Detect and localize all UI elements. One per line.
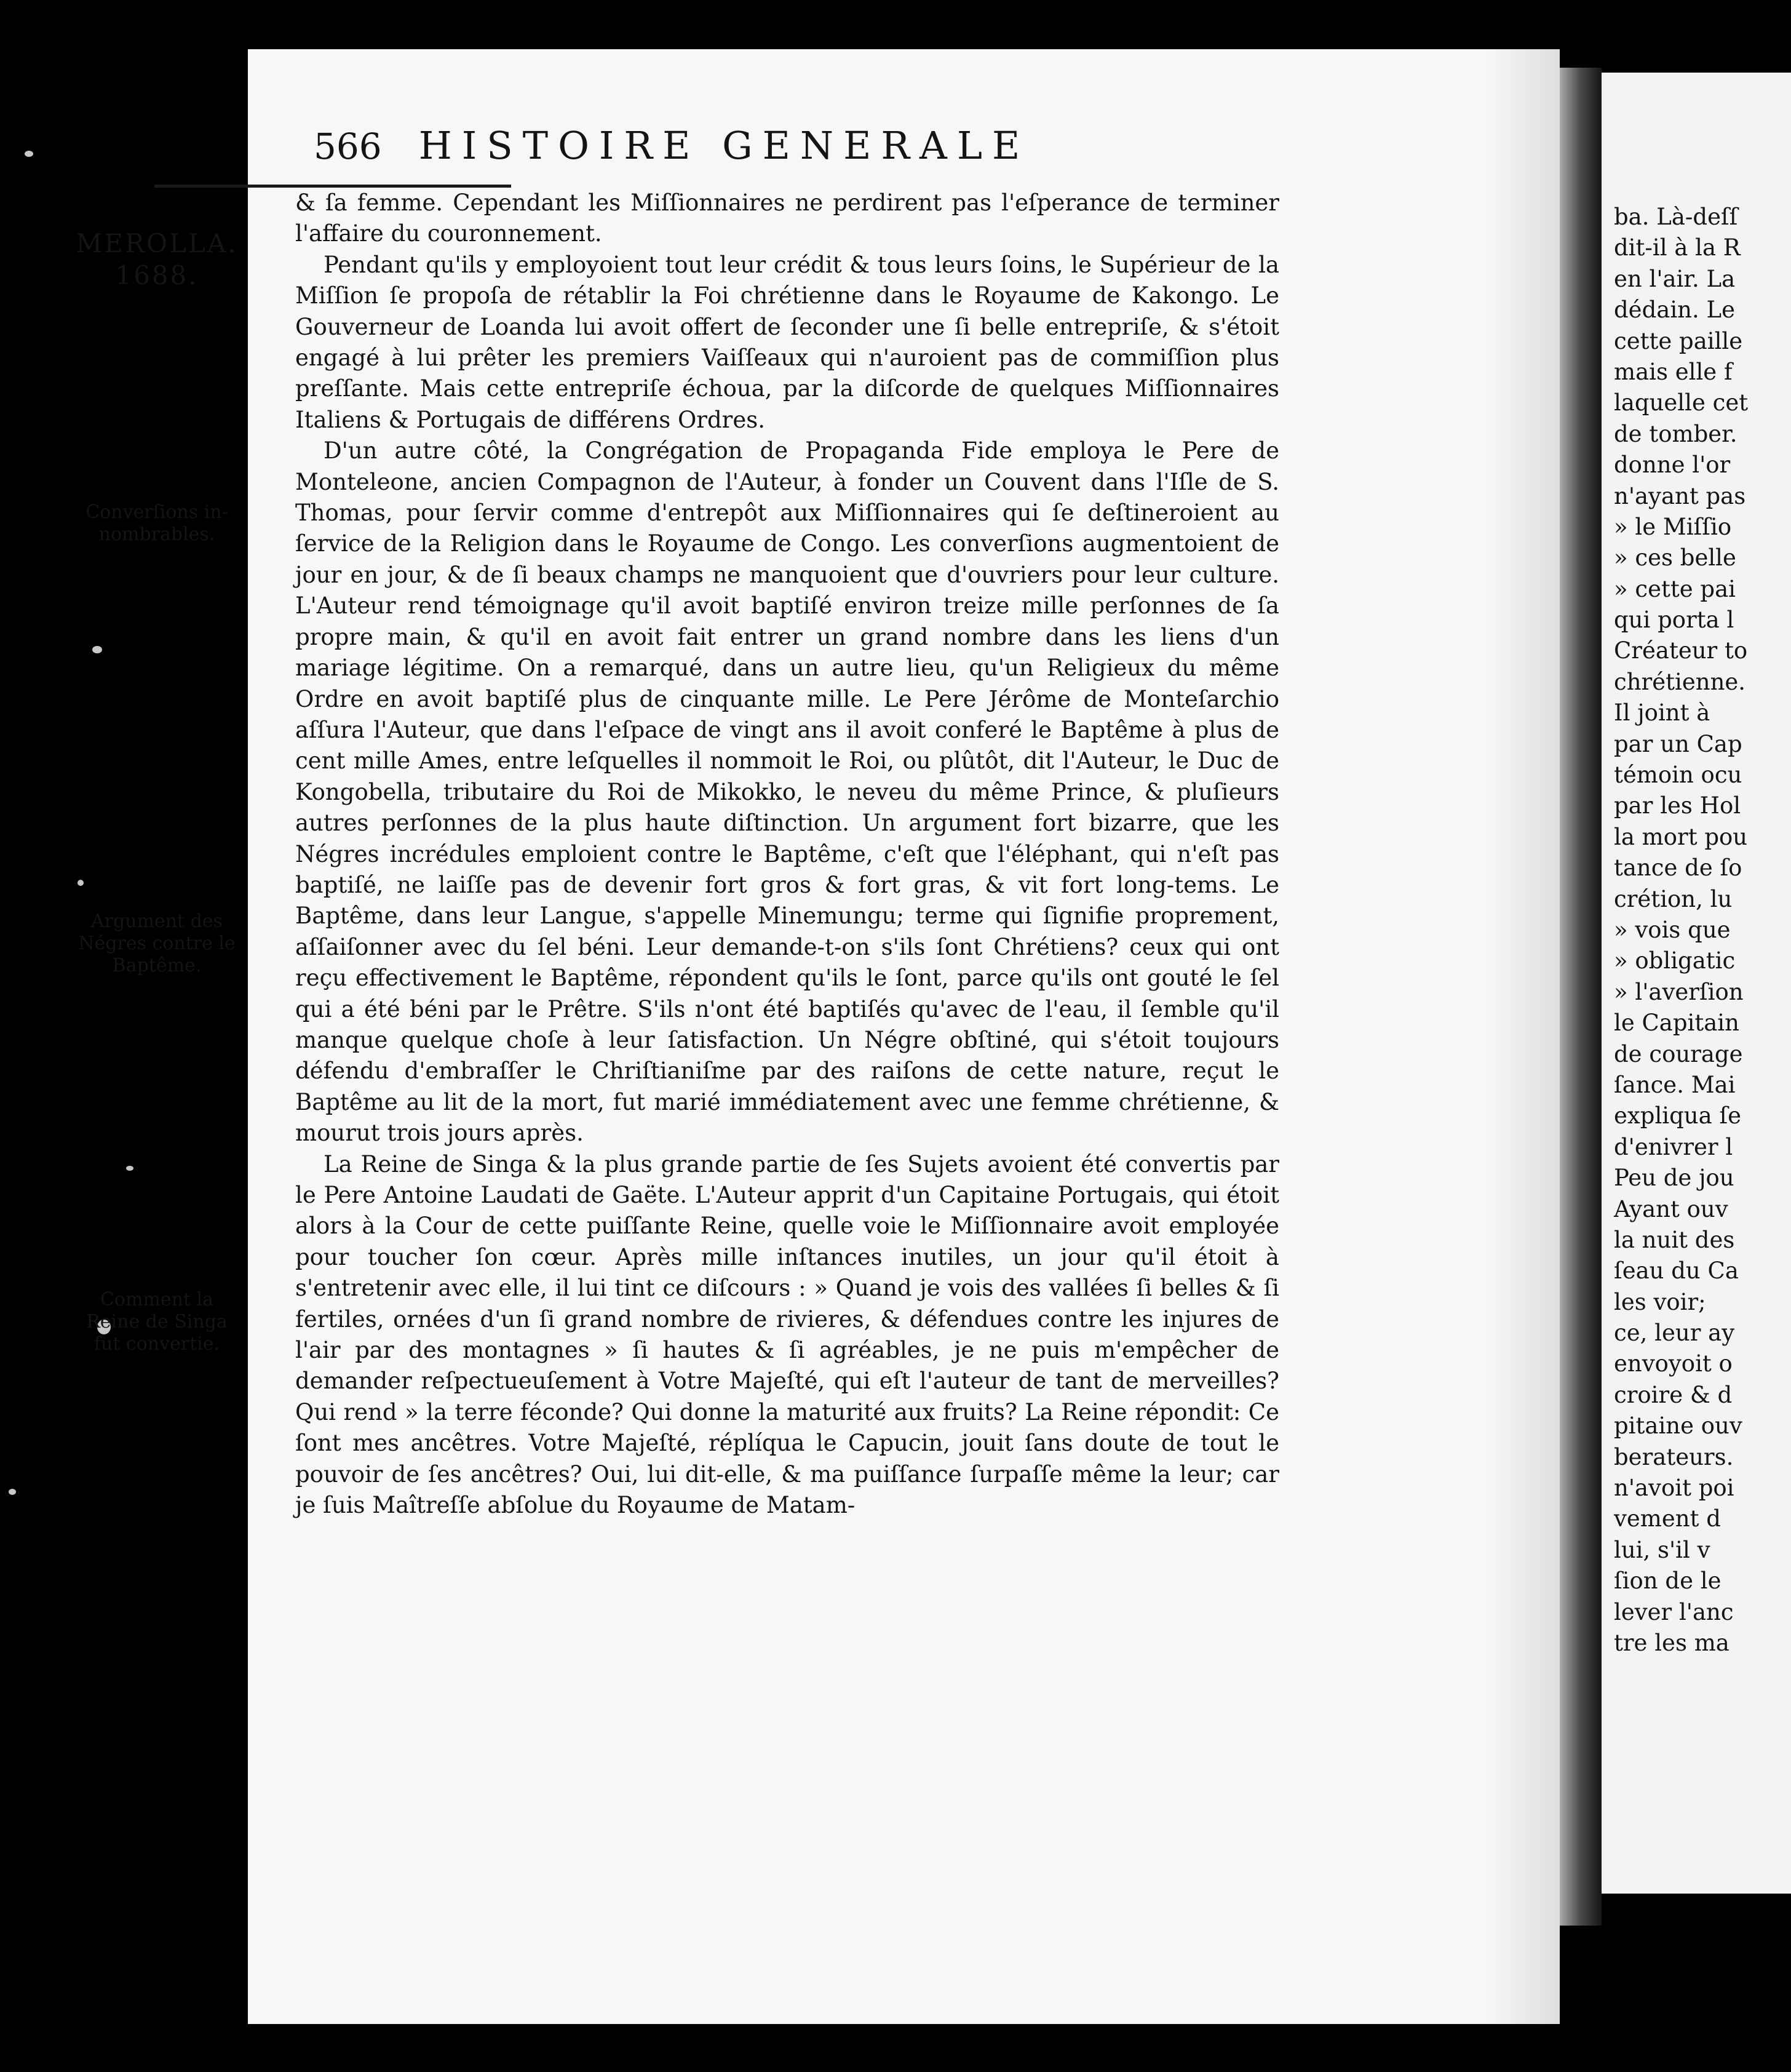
page-number: 566: [314, 126, 382, 167]
facing-line: de tomber.: [1614, 420, 1737, 447]
paragraph: & ſa femme. Cependant les Miſſionnaires ne perdirent pas l'eſperance de terminer l'affaire du couronnement.: [295, 189, 1279, 247]
running-title: HISTOIRE GENERALE: [418, 123, 1030, 168]
facing-line: n'avoit poi: [1614, 1475, 1734, 1502]
facing-line: cette paille: [1614, 327, 1743, 354]
margin-date: 1688.: [115, 260, 199, 290]
facing-line: Peu de jou: [1614, 1165, 1734, 1192]
sidenote-line: Baptême.: [112, 955, 202, 976]
facing-line: ſance. Mai: [1614, 1071, 1736, 1098]
facing-line: la mort pou: [1614, 823, 1748, 850]
sidenote-line: nombrables.: [98, 524, 215, 545]
facing-line: ſion de le: [1614, 1568, 1722, 1595]
facing-line: en l'air. La: [1614, 265, 1736, 292]
facing-line: croire & d: [1614, 1381, 1733, 1408]
facing-page: [1602, 73, 1791, 1894]
facing-line: » obligatic: [1614, 947, 1736, 974]
facing-line: Ayant ouv: [1614, 1195, 1728, 1222]
facing-line: d'enivrer l: [1614, 1133, 1733, 1160]
sidenote-line: Négres contre le: [78, 933, 236, 954]
facing-page-text: [1614, 202, 1791, 1659]
facing-line: » le Miſſio: [1614, 513, 1732, 540]
body-text: [295, 188, 1279, 1521]
sidenote-line: Reine de Singa: [86, 1311, 228, 1333]
facing-line: qui porta l: [1614, 607, 1734, 634]
margin-author: MEROLLA.: [76, 228, 238, 258]
facing-line: par un Cap: [1614, 730, 1742, 757]
facing-line: témoin ocu: [1614, 762, 1742, 789]
facing-line: mais elle f: [1614, 358, 1733, 385]
paragraph: La Reine de Singa & la plus grande partie de ſes Sujets avoient été convertis par le Pere Antoine Laudati de Gaëte. L'Auteur apprit d'un Capitaine Portugais, qui étoit alors à la Cour de cette puiſſante Reine, quelle voie le Miſſionnaire avoit employée pour toucher ſon cœur. Après mille inſtances inutiles, un jour qu'il étoit à s'entretenir avec elle, il lui tint ce diſcours : » Quand je vois des vallées ſi belles & ſi fertiles, ornées d'un ſi grand nombre de rivieres, & défendues contre les injures de l'air par des montagnes » ſi hautes & ſi agréables, je ne puis m'empêcher de demander reſpectueuſement à Votre Majeſté, qui eſt l'auteur de tant de merveilles? Qui rend » la terre féconde? Qui donne la maturité aux fruits? La Reine répondit: Ce ſont mes ancêtres. Votre Majeſté, réplíqua le Capucin, jouit ſans doute de tout le pouvoir de ſes ancêtres? Oui, lui dit-elle, & ma puiſſance ſurpaſſe même la leur; car je ſuis Maîtreſſe abſolue du Royaume de Matam-: [295, 1150, 1279, 1519]
running-head: [314, 123, 1298, 172]
facing-line: expliqua ſe: [1614, 1102, 1742, 1130]
facing-line: envoyoit o: [1614, 1350, 1733, 1377]
facing-line: n'ayant pas: [1614, 482, 1746, 509]
facing-line: tre les ma: [1614, 1629, 1729, 1656]
facing-line: laquelle cet: [1614, 389, 1749, 416]
facing-line: dit-il à la R: [1614, 234, 1741, 261]
facing-line: Créateur to: [1614, 637, 1748, 664]
facing-line: Il joint à: [1614, 699, 1710, 727]
facing-line: dédain. Le: [1614, 297, 1735, 324]
sidenote-line: fut convertie.: [93, 1333, 220, 1355]
sidenote-line: Argument des: [91, 910, 223, 932]
paragraph: D'un autre côté, la Congrégation de Propaganda Fide employa le Pere de Monteleone, ancien Compagnon de l'Auteur, à fonder un Couvent dans l'Iſle de S. Thomas, pour ſervir comme d'entrepôt aux Miſſionnaires qui ſe deſtineroient au ſervice de la Religion dans le Royaume de Congo. Les converſions augmentoient de jour en jour, & de ſi beaux champs ne manquoient que d'ouvriers pour leur culture. L'Auteur rend témoignage qu'il avoit baptiſé environ treize mille perſonnes de ſa propre main, & qu'il en avoit fait entrer un grand nombre dans les liens d'un mariage légitime. On a remarqué, dans un autre lieu, qu'un Religieux du même Ordre en avoit baptiſé plus de cinquante mille. Le Pere Jérôme de Monteſarchio aſſura l'Auteur, que dans l'eſpace de vingt ans il avoit conferé le Baptême à plus de cent mille Ames, entre leſquelles il nommoit le Roi, ou plûtôt, dit l'Auteur, le Duc de Kongobella, tributaire du Roi de Mikokko, le neveu du même Prince, & pluſieurs autres perſonnes de la plus haute diſtinction. Un argument fort bizarre, que les Négres incrédules emploient contre le Baptême, c'eſt que l'éléphant, qui n'eſt pas baptiſé, ne laiſſe pas de devenir fort gros & fort gras, & vit fort long-tems. Le Baptême, dans leur Langue, s'appelle Minemungu; terme qui ſignifie proprement, aſſaiſonner avec du ſel béni. Leur demande-t-on s'ils ſont Chrétiens? ceux qui ont reçu effectivement le Baptême, répondent qu'ils le ſont, parce qu'ils ont gouté le ſel qui a été béni par le Prêtre. S'ils n'ont été baptiſés qu'avec de l'eau, il ſemble qu'il manque quelque choſe à leur ſatisfaction. Un Négre obſtiné, qui s'étoit toujours défendu d'embraſſer le Chriſtianiſme par des raiſons de cette nature, reçut le Baptême au lit de la mort, fut marié immédiatement avec une femme chrétienne, & mourut trois jours après.: [295, 437, 1279, 1147]
facing-line: donne l'or: [1614, 452, 1731, 479]
paragraph: Pendant qu'ils y employoient tout leur crédit & tous leurs ſoins, le Supérieur de la Miſſion ſe propoſa de rétablir la Foi chrétienne dans le Royaume de Kakongo. Le Gouverneur de Loanda lui avoit offert de ſeconder une ſi belle entrepriſe, & s'étoit engagé à lui prêter les premiers Vaiſſeaux qui n'auroient pas de commiſſion plus preſſante. Mais cette entrepriſe échoua, par la diſcorde de quelques Miſſionnaires Italiens & Portugais de différens Ordres.: [295, 251, 1279, 433]
facing-line: berateurs.: [1614, 1443, 1734, 1470]
facing-line: par les Hol: [1614, 792, 1741, 819]
book-gutter: [1560, 68, 1602, 1926]
facing-line: le Capitain: [1614, 1010, 1739, 1037]
facing-line: chrétienne.: [1614, 668, 1746, 695]
facing-line: » cette pai: [1614, 575, 1736, 602]
sidenote-line: Comment la: [100, 1289, 214, 1310]
facing-line: tance de ſo: [1614, 855, 1742, 882]
facing-line: crétion, lu: [1614, 885, 1733, 912]
facing-line: lever l'anc: [1614, 1598, 1734, 1625]
facing-line: » vois que: [1614, 916, 1731, 943]
facing-line: la nuit des: [1614, 1226, 1735, 1253]
sidenote-reine: [25, 1289, 289, 1355]
facing-line: ba. Là-deſſ: [1614, 204, 1738, 230]
sidenote-argument: [25, 910, 289, 977]
margin-year: [25, 228, 289, 292]
facing-line: lui, s'il v: [1614, 1536, 1710, 1563]
facing-line: vement d: [1614, 1505, 1721, 1532]
facing-line: pitaine ouv: [1614, 1413, 1742, 1440]
sidenote-conversions: [25, 501, 289, 546]
facing-line: ſeau du Ca: [1614, 1257, 1739, 1285]
facing-line: » ces belle: [1614, 544, 1736, 572]
facing-line: de courage: [1614, 1040, 1743, 1067]
facing-line: les voir;: [1614, 1288, 1706, 1315]
facing-line: ce, leur ay: [1614, 1320, 1735, 1347]
sidenote-line: Converſions in-: [85, 501, 228, 523]
facing-line: » l'averſion: [1614, 978, 1744, 1005]
